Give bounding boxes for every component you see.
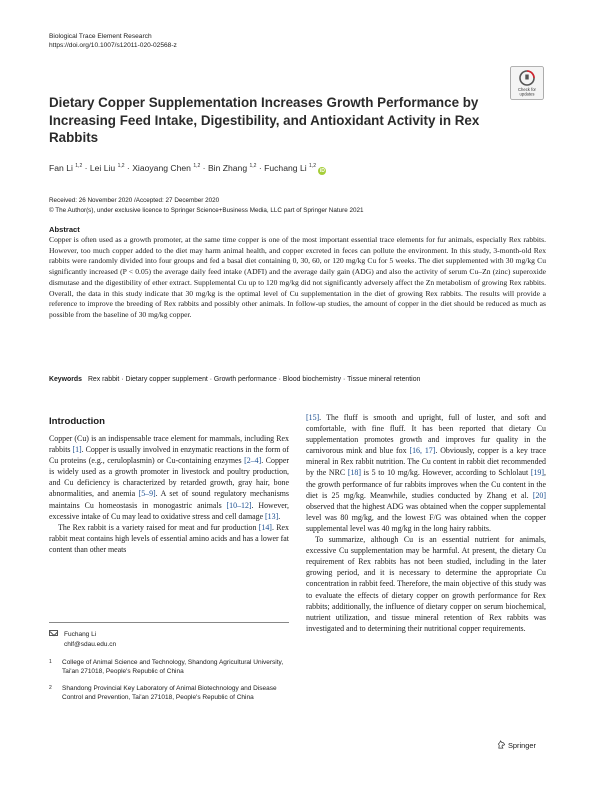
affiliation-number: 1	[49, 659, 52, 665]
journal-doi[interactable]: https://doi.org/10.1007/s12011-020-02568-z	[49, 42, 177, 49]
author-affiliation-marker: 1,2	[75, 163, 83, 169]
author-name[interactable]: Bin Zhang	[207, 163, 250, 173]
envelope-icon	[49, 630, 58, 636]
author-separator: ·	[256, 163, 265, 173]
body-paragraph	[306, 412, 546, 534]
affiliation-number: 2	[49, 685, 52, 691]
journal-name: Biological Trace Element Research	[49, 33, 152, 40]
affiliation-1	[49, 658, 289, 676]
paragraph-text: The Rex rabbit is a variety raised for meat and fur production	[58, 522, 259, 532]
copyright-line: © The Author(s), under exclusive licence to Springer Science+Business Media, LLC part of Springer Nature 2021	[49, 207, 364, 214]
correspondence-block	[49, 630, 116, 649]
body-column-right	[306, 412, 546, 634]
citation-link[interactable]: [2–4]	[244, 456, 262, 466]
citation-link[interactable]: [16, 17]	[409, 446, 436, 456]
paragraph-text: . The fluff is smooth and upright, full of luster, and soft and comfortable, with fine fluff. It has been reported that dietary Cu supplementation promotes growth and improves fur quality in the carnivorous mink and blue fox	[306, 413, 546, 456]
citation-link[interactable]: [15]	[306, 413, 320, 422]
body-paragraph	[306, 534, 546, 634]
affiliation-2	[49, 684, 289, 702]
article-title: Dietary Copper Supplementation Increases Growth Performance by Increasing Feed Intake, Digestibility, and Antioxidant Activity in Rex Rabbits	[49, 95, 480, 146]
body-column-left	[49, 433, 289, 555]
badge-label-line2: updates	[519, 91, 535, 97]
check-for-updates-icon	[510, 66, 544, 100]
citation-link[interactable]: [5–9]	[138, 489, 156, 499]
paragraph-text: . Copper is usually involved in enzymatic reactions in the form of Cu proteins (e.g., ceruloplasmin) or Cu-containing enzymes	[49, 445, 289, 466]
paragraph-text: . Copper is widely used as a growth promoter in livestock and poultry production, and Cu deficiency is characterized by retarded growth, gray hair, bone abnormalities, and anemia	[49, 456, 289, 499]
abstract-section	[49, 225, 546, 321]
article-history	[49, 196, 363, 216]
paragraph-text: .	[278, 511, 281, 521]
abstract-heading: Abstract	[49, 225, 80, 234]
received-accepted-dates: Received: 26 November 2020 /Accepted: 27 December 2020	[49, 197, 220, 204]
check-for-updates-badge[interactable]	[510, 66, 544, 100]
affiliation-text: Shandong Provincial Key Laboratory of Animal Biotechnology and Disease Control and Prevention, Tai'an 271018, People's Republic of China	[62, 685, 277, 701]
keywords-text: Rex rabbit · Dietary copper supplement · Growth performance · Blood biochemistry · Tissue mineral retention	[87, 376, 421, 383]
author-separator: ·	[124, 163, 133, 173]
author-name[interactable]: Fan Li	[49, 163, 76, 173]
author-name[interactable]: Lei Liu	[89, 163, 118, 173]
author-name[interactable]: Xiaoyang Chen	[132, 163, 194, 173]
author-affiliation-marker: 1,2	[193, 163, 201, 169]
springer-horse-icon	[497, 740, 506, 749]
paragraph-text: . Obviously, copper is a key trace mineral in Rex rabbit nutrition. The Cu content in rabbit diet recommended by the NRC	[306, 446, 546, 478]
citation-link[interactable]: [10–12]	[226, 500, 252, 510]
paragraph-text: is 5 to 10 mg/kg. However, according to Schlolaut	[360, 468, 531, 478]
keywords-label: Keywords	[49, 376, 82, 383]
author-name[interactable]: Fuchang Li	[264, 163, 310, 173]
citation-link[interactable]: [20]	[532, 490, 546, 500]
abstract-body: Copper is often used as a growth promoter, at the same time copper is one of the most important essential trace elements for fur animals, especially Rex rabbits. However, too much copper added to the diet may harm animal health, and copper excreted in feces can pollute the environment. In this study, 3-month-old Rex rabbits were randomly divided into four groups and fed a basal diet containing 0, 30, 60, or 120 mg/kg Cu for 5 weeks. The diet supplemented with 30 mg/kg Cu significantly increased (P < 0.05) the average daily feed intake (ADFI) and the average daily gain (ADG) and also the activity of serum Cu–Zn (zinc) superoxide dismutase and the digestibility of ether extract. Supplemental Cu up to 120 mg/kg did not significantly adversely affect the Zn metabolism of growing Rex rabbits. Overall, the data in this study indicate that 30 mg/kg is the optimal level of Cu supplementation in the diet of growing Rex rabbits. The results will provide a reference to improve the breeding of Rex rabbits and possibly other animals. In follow-up studies, the amount of copper in the diet should be reduced as much as possible from the baseline of 30 mg/kg copper.	[49, 235, 546, 319]
citation-link[interactable]: [14]	[258, 522, 272, 532]
paragraph-text: , the growth performance of fur rabbits improves when the Cu content in the diet is 25 mg/kg. Meanwhile, studies conducted by Zhang et al.	[306, 468, 546, 500]
author-separator: ·	[82, 163, 90, 173]
author-affiliation-marker: 1,2	[117, 163, 125, 169]
footnote-divider	[49, 622, 289, 623]
publisher-logo	[497, 740, 536, 750]
paragraph-text: . A set of sound regulatory mechanisms maintains Cu homeostasis in monogastric animals	[49, 489, 289, 510]
paragraph-text: Copper (Cu) is an indispensable trace element for mammals, including Rex rabbits	[49, 434, 289, 455]
paragraph-text: observed that the highest ADG was obtained when the copper supplemental level was 80 mg/kg, and the lowest F/G was obtained when the copper supplemental level was 40 mg/kg in the long hairy rabbits.	[306, 501, 546, 533]
correspondence-name: Fuchang Li	[64, 631, 97, 638]
author-list	[49, 163, 326, 175]
author-separator: ·	[200, 163, 208, 173]
correspondence-email[interactable]: chlf@sdau.edu.cn	[64, 640, 117, 648]
affiliation-text: College of Animal Science and Technology, Shandong Agricultural University, Tai'an 271018, People's Republic of China	[62, 659, 284, 675]
body-paragraph	[49, 522, 289, 555]
publisher-name: Springer	[508, 741, 536, 750]
paragraph-text: . However, excessive intake of Cu may lead to oxidative stress and cell damage	[49, 500, 289, 521]
citation-link[interactable]: [13]	[265, 511, 279, 521]
keywords-line	[49, 376, 546, 383]
badge-label-line1: Check for	[518, 87, 536, 92]
author-affiliation-marker: 1,2	[309, 163, 316, 169]
introduction-heading: Introduction	[49, 416, 105, 427]
paragraph-text: To summarize, although Cu is an essential nutrient for animals, excessive Cu supplementation may be harmful. At present, the dietary Cu requirement of Rex rabbits has not been studied, including in the later growing period, and it is necessary to determine the appropriate Cu concentration in rabbit feed. Therefore, the main objective of this study was to evaluate the effects of dietary copper on growth performance for Rex rabbits; additionally, the influence of dietary copper on serum biochemical, nutrient utilization, and tissue mineral retention of Rex rabbits was investigated and to determining their nutritional copper requirements.	[306, 535, 546, 633]
journal-header	[49, 32, 177, 50]
body-paragraph	[49, 433, 289, 522]
citation-link[interactable]: [1]	[72, 445, 82, 455]
orcid-icon[interactable]: iD	[319, 168, 325, 174]
citation-link[interactable]: [18]	[347, 468, 361, 478]
paragraph-text: . Rex rabbit meat contains high levels of essential amino acids and has a lower fat content than other meats	[49, 522, 290, 554]
author-affiliation-marker: 1,2	[249, 163, 257, 169]
citation-link[interactable]: [19]	[530, 468, 545, 478]
